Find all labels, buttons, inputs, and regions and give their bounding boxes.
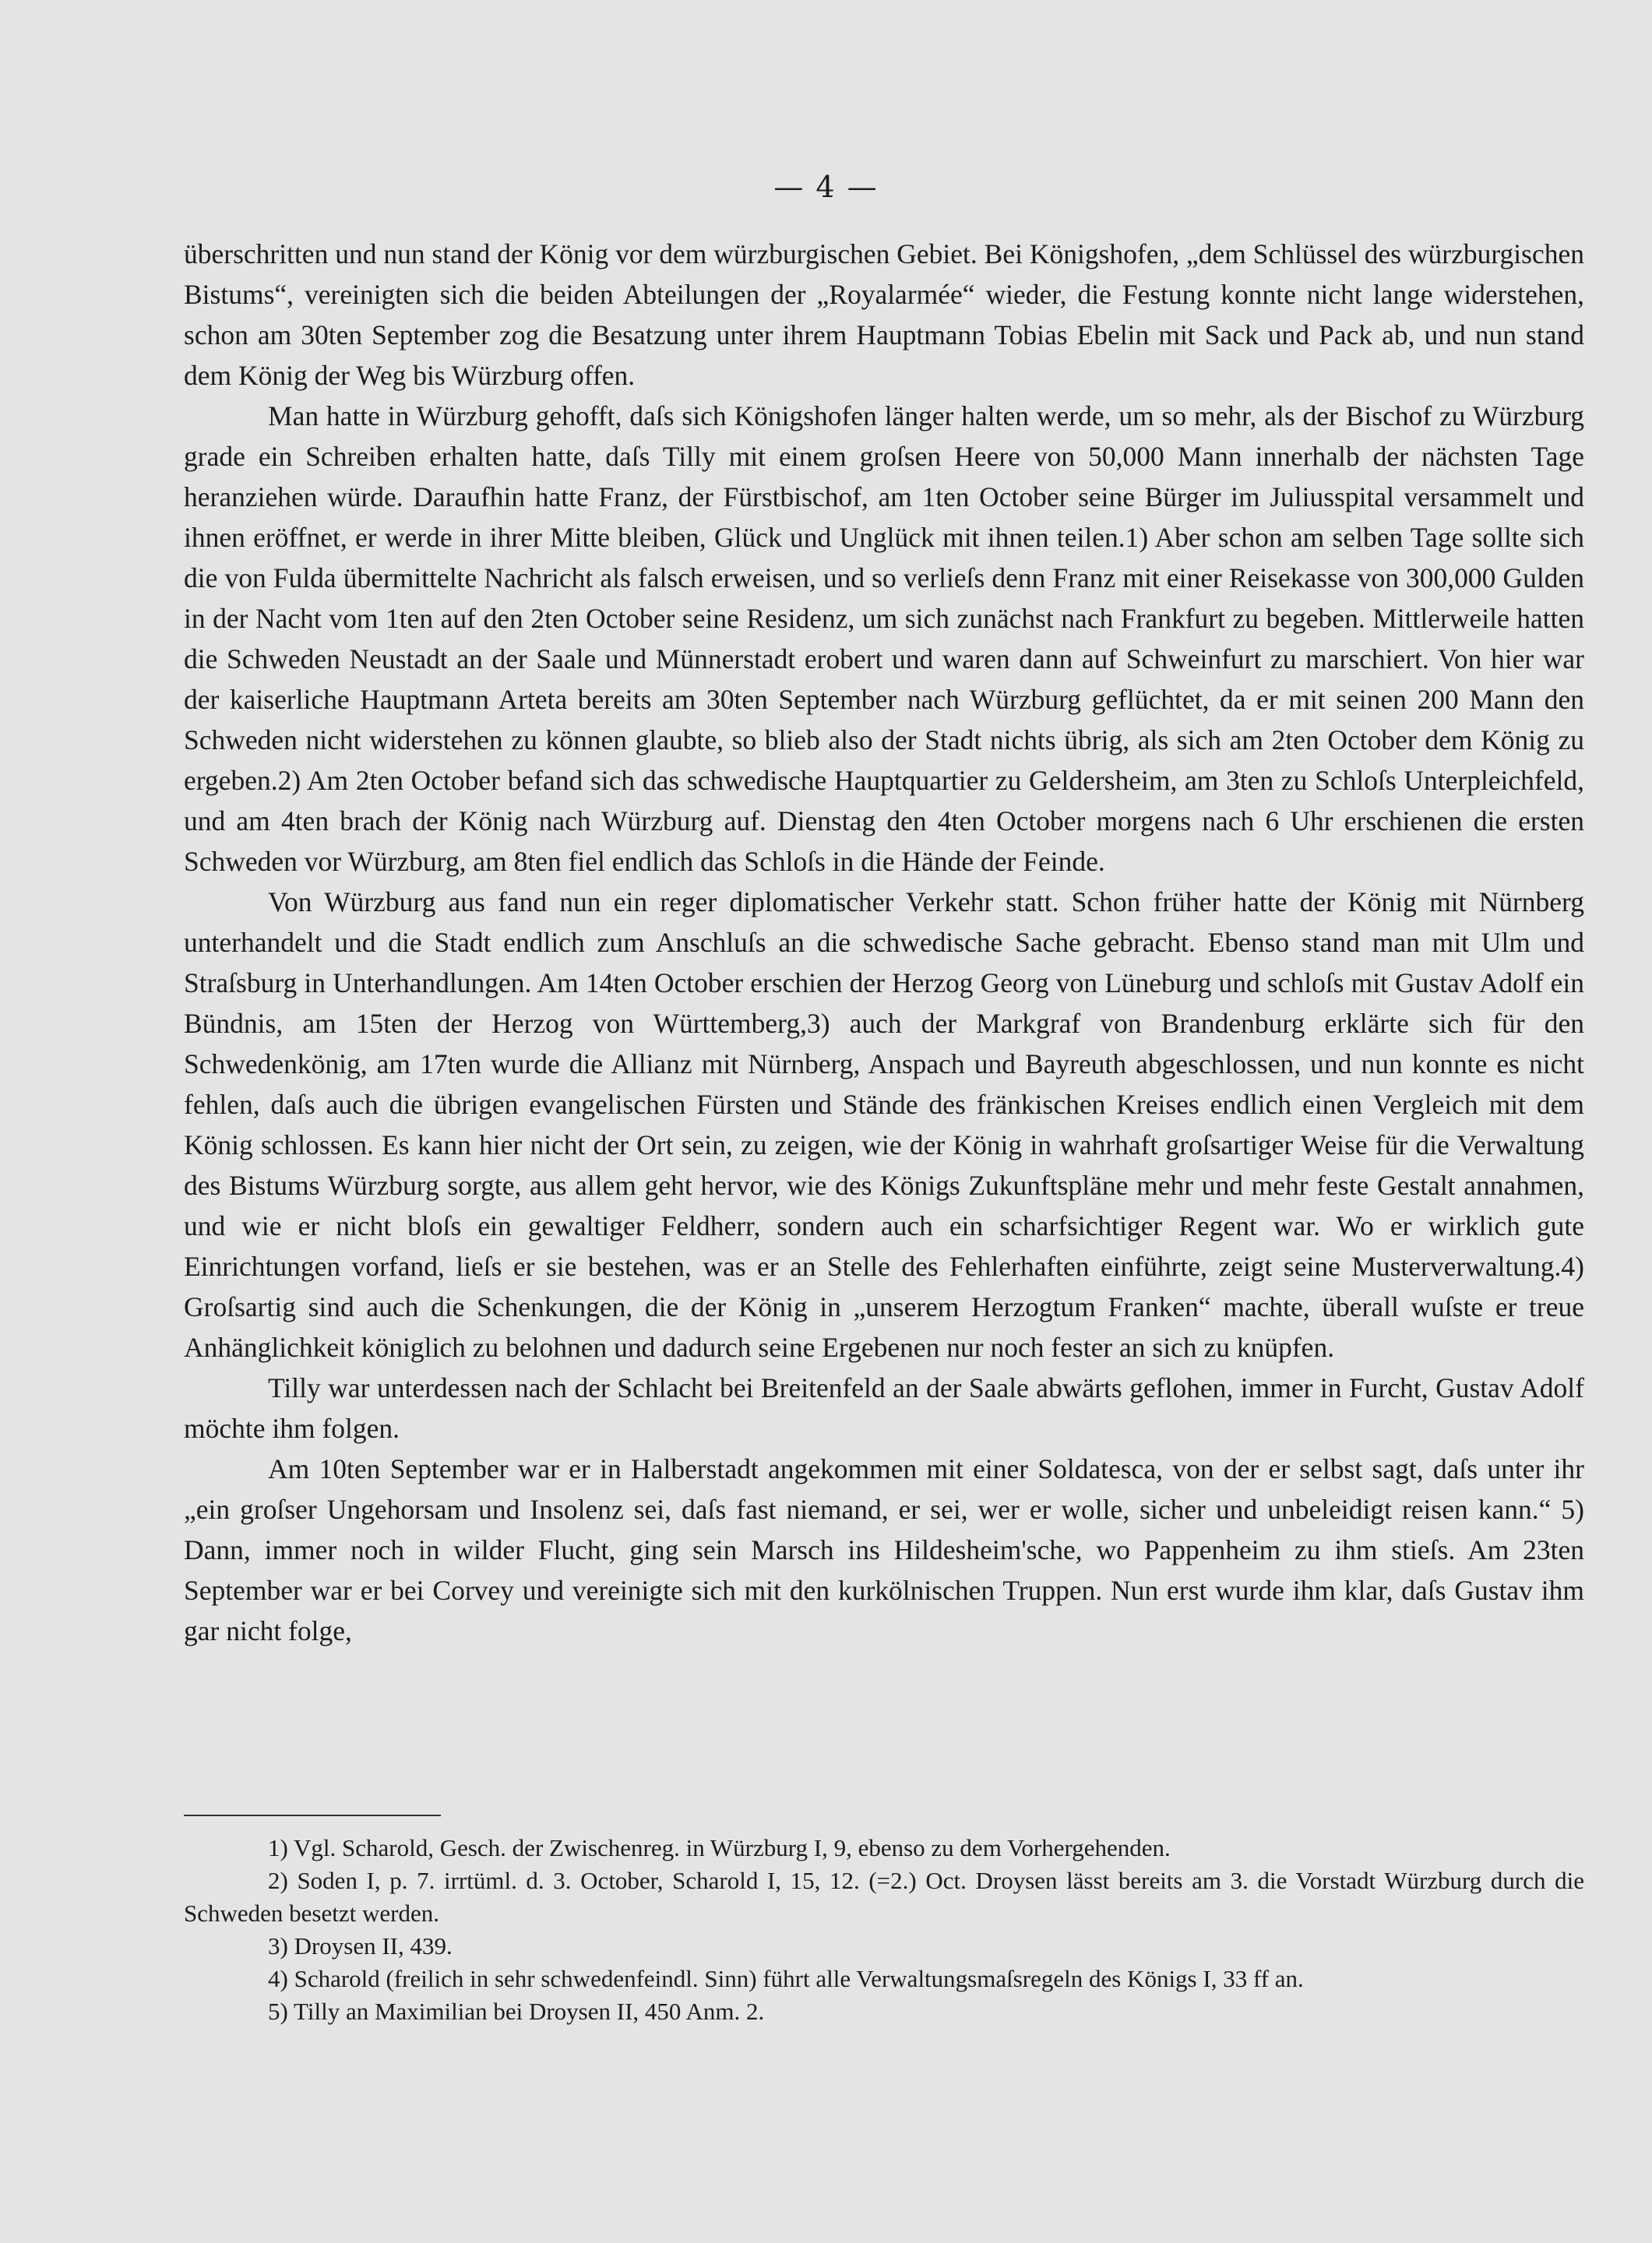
footnote: 5) Tilly an Maximilian bei Droysen II, 450 Anm. 2. [268,1998,765,2025]
paragraph: überschritten und nun stand der König vor dem würzburgischen Gebiet. Bei Königshofen, „dem Schlüssel des würzburgischen Bistums“, vereinigten sich die beiden Abteilungen der „Royalarmée“ wieder, die Festung konnte nicht lange widerstehen, schon am 30ten September zog die Besatzung unter ihrem Hauptmann Tobias Ebelin mit Sack und Pack ab, und nun stand dem König der Weg bis Würzburg offen. [184,238,1584,391]
paragraph: Tilly war unterdessen nach der Schlacht bei Breitenfeld an der Saale abwärts geflohen, immer in Furcht, Gustav Adolf möchte ihm folgen. [184,1372,1584,1444]
footnote-separator [184,1815,441,1816]
footnotes [184,1832,1584,2028]
footnote: 3) Droysen II, 439. [268,1932,453,1960]
paragraph: Am 10ten September war er in Halberstadt angekommen mit einer Soldatesca, von der er selbst sagt, daſs unter ihr „ein groſser Ungehorsam und Insolenz sei, daſs fast niemand, er sei, wer er wolle, sicher und unbeleidigt reisen kann.“ 5) Dann, immer noch in wilder Flucht, ging sein Marsch ins Hildesheim'sche, wo Pappenheim zu ihm stieſs. Am 23ten September war er bei Corvey und vereinigte sich mit den kurkölnischen Truppen. Nun erst wurde ihm klar, daſs Gustav ihm gar nicht folge, [184,1453,1584,1646]
footnote: 2) Soden I, p. 7. irrtüml. d. 3. October, Scharold I, 15, 12. (=2.) Oct. Droysen lässt bereits am 3. die Vorstadt Würzburg durch die Schweden besetzt werden. [184,1867,1584,1927]
body-text [184,234,1584,1651]
footnote: 4) Scharold (freilich in sehr schwedenfeindl. Sinn) führt alle Verwaltungsmaſsregeln des Königs I, 33 ff an. [268,1965,1304,1992]
paragraph: Man hatte in Würzburg gehofft, daſs sich Königshofen länger halten werde, um so mehr, als der Bischof zu Würzburg grade ein Schreiben erhalten hatte, daſs Tilly mit einem groſsen Heere von 50,000 Mann innerhalb der nächsten Tage heranziehen würde. Daraufhin hatte Franz, der Fürstbischof, am 1ten October seine Bürger im Juliusspital versammelt und ihnen eröffnet, er werde in ihrer Mitte bleiben, Glück und Unglück mit ihnen teilen.1) Aber schon am selben Tage sollte sich die von Fulda übermittelte Nachricht als falsch erweisen, und so verlieſs denn Franz mit einer Reisekasse von 300,000 Gulden in der Nacht vom 1ten auf den 2ten October seine Residenz, um sich zunächst nach Frankfurt zu begeben. Mittlerweile hatten die Schweden Neustadt an der Saale und Münnerstadt erobert und waren dann auf Schweinfurt zu marschiert. Von hier war der kaiserliche Hauptmann Arteta bereits am 30ten September nach Würzburg geflüchtet, da er mit seinen 200 Mann den Schweden nicht widerstehen zu können glaubte, so blieb also der Stadt nichts übrig, als sich am 2ten October dem König zu ergeben.2) Am 2ten October befand sich das schwedische Hauptquartier zu Geldersheim, am 3ten zu Schloſs Unterpleichfeld, und am 4ten brach der König nach Würzburg auf. Dienstag den 4ten October morgens nach 6 Uhr erschienen die ersten Schweden vor Würzburg, am 8ten fiel endlich das Schloſs in die Hände der Feinde. [184,400,1584,877]
paragraph: Von Würzburg aus fand nun ein reger diplomatischer Verkehr statt. Schon früher hatte der König mit Nürnberg unterhandelt und die Stadt endlich zum Anschluſs an die schwedische Sache gebracht. Ebenso stand man mit Ulm und Straſsburg in Unterhandlungen. Am 14ten October erschien der Herzog Georg von Lüneburg und schloſs mit Gustav Adolf ein Bündnis, am 15ten der Herzog von Württemberg,3) auch der Markgraf von Brandenburg erklärte sich für den Schwedenkönig, am 17ten wurde die Allianz mit Nürnberg, Anspach und Bayreuth abgeschlossen, und nun konnte es nicht fehlen, daſs auch die übrigen evangelischen Fürsten und Stände des fränkischen Kreises endlich einen Vergleich mit dem König schlossen. Es kann hier nicht der Ort sein, zu zeigen, wie der König in wahrhaft groſsartiger Weise für die Verwaltung des Bistums Würzburg sorgte, aus allem geht hervor, wie des Königs Zukunftspläne mehr und mehr feste Gestalt annahmen, und wie er nicht bloſs ein gewaltiger Feldherr, sondern auch ein scharfsichtiger Regent war. Wo er wirklich gute Einrichtungen vorfand, lieſs er sie bestehen, was er an Stelle des Fehlerhaften einführte, zeigt seine Musterverwaltung.4) Groſsartig sind auch die Schenkungen, die der König in „unserem Herzogtum Franken“ machte, überall wuſste er treue Anhänglichkeit königlich zu belohnen und dadurch seine Ergebenen nur noch fester an sich zu knüpfen. [184,886,1584,1363]
footnote: 1) Vgl. Scharold, Gesch. der Zwischenreg. in Würzburg I, 9, ebenso zu dem Vorhergehenden. [268,1834,1171,1861]
page-number: — 4 — [773,170,879,204]
